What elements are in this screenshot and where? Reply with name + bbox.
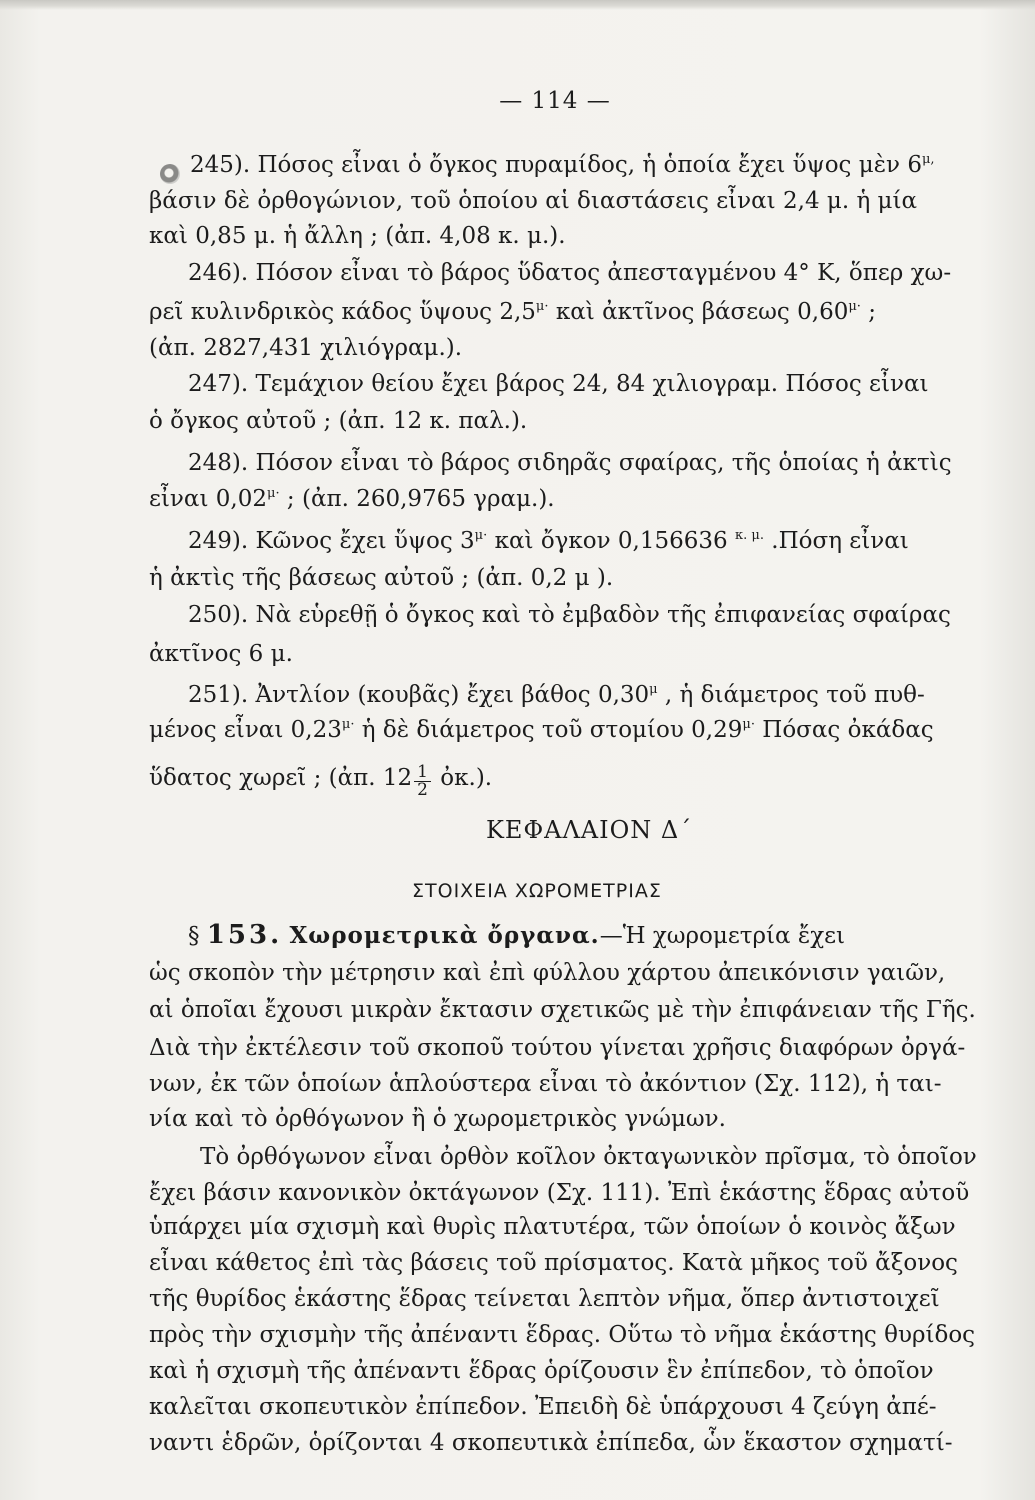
problem-247-line-2: ὁ ὄγκος αὐτοῦ ; (ἀπ. 12 κ. παλ.).: [149, 408, 528, 434]
section-line: ὡς σκοπὸν τὴν μέτρησιν καὶ ἐπὶ φύλλου χάρτου ἀπεικόνισιν γαιῶν,: [149, 960, 946, 986]
chapter-title: ΚΕΦΑΛΑΙΟΝ Δ΄: [486, 816, 693, 844]
problem-251-line-3: ὕδατος χωρεῖ ; (ἀπ. 12 $\frac{1}{2}$ ὀκ.).: [149, 762, 493, 800]
problem-250-line-2: ἀκτῖνος 6 μ.: [149, 641, 293, 667]
section-153-heading-line: § 153. Χωρομετρικὰ ὄργανα.—Ἡ χωρομετρία ἔχει: [188, 920, 846, 950]
problem-246-line-2: ρεῖ κυλινδρικὸς κάδος ὕψους $2,5^{\mu\cdot}$ καὶ ἀκτῖνος βάσεως $0,60^{\mu\cdot}$ ;: [149, 299, 876, 325]
section-line: ἔχει βάσιν κανονικὸν ὀκτάγωνον (Σχ. 111). Ἐπὶ ἑκάστης ἕδρας αὐτοῦ: [149, 1180, 970, 1206]
fraction-one-half: $\frac{1}{2}$: [414, 764, 431, 799]
problem-251-line-2: μένος εἶναι $0,23^{\mu\cdot}$ ἡ δὲ διάμετρος τοῦ στομίου $0,29^{\mu\cdot}$ Πόσας ὀκάδας: [149, 717, 934, 743]
section-symbol: §: [188, 923, 200, 949]
problem-248-line-1: 248). Πόσον εἶναι τὸ βάρος σιδηρᾶς σφαίρας, τῆς ὁποίας ἡ ἀκτὶς: [188, 450, 952, 476]
problem-246-line-3: (ἀπ. 2827,431 χιλιόγραμ.).: [149, 335, 463, 361]
chapter-subtitle: ΣΤΟΙΧΕΙΑ ΧΩΡΟΜΕΤΡΙΑΣ: [412, 880, 662, 902]
problem-250-line-1: 250). Νὰ εὑρεθῇ ὁ ὄγκος καὶ τὸ ἐμβαδὸν τῆς ἐπιφανείας σφαίρας: [188, 602, 951, 628]
section-line: αἱ ὁποῖαι ἔχουσι μικρὰν ἔκτασιν σχετικῶς μὲ τὴν ἐπιφάνειαν τῆς Γῆς.: [149, 997, 976, 1023]
problem-249-line-1: 249). Κῶνος ἔχει ὕψος $3^{\mu\cdot}$ καὶ ὄγκον 0,156636 $^{\kappa. \mu.}$ .Πόση εἶναι: [188, 528, 909, 554]
section-line: καὶ ἡ σχισμὴ τῆς ἀπέναντι ἕδρας ὁρίζουσιν ἓν ἐπίπεδον, τὸ ὁποῖον: [149, 1358, 934, 1384]
section-line: πρὸς τὴν σχισμὴν τῆς ἀπέναντι ἕδρας. Οὕτω τὸ νῆμα ἑκάστης θυρίδος: [149, 1322, 976, 1348]
section-line: νων, ἐκ τῶν ὁποίων ἁπλούστερα εἶναι τὸ ἀκόντιον (Σχ. 112), ἡ ται-: [149, 1071, 942, 1097]
problem-245-line-1: 245). Πόσος εἶναι ὁ ὄγκος πυραμίδος, ἡ ὁποία ἔχει ὕψος μὲν $6^{\mu,}$: [190, 152, 935, 178]
problem-245-line-2: βάσιν δὲ ὀρθογώνιον, τοῦ ὁποίου αἱ διαστάσεις εἶναι 2,4 μ. ἡ μία: [149, 188, 918, 214]
section-number: 153.: [206, 920, 283, 950]
binding-hole-icon: [160, 164, 180, 184]
section-line: ὑπάρχει μία σχισμὴ καὶ θυρὶς πλατυτέρα, τῶν ὁποίων ὁ κοινὸς ἄξων: [149, 1214, 956, 1240]
section-line: καλεῖται σκοπευτικὸν ἐπίπεδον. Ἐπειδὴ δὲ ὑπάρχουσι 4 ζεύγη ἀπέ-: [149, 1394, 937, 1420]
problem-245-line-3: καὶ 0,85 μ. ἡ ἄλλη ; (ἀπ. 4,08 κ. μ.).: [149, 223, 566, 249]
problem-246-line-1: 246). Πόσον εἶναι τὸ βάρος ὕδατος ἀπεσταγμένου 4° Κ, ὅπερ χω-: [188, 260, 952, 286]
section-heading: Χωρομετρικὰ ὄργανα.: [289, 922, 600, 949]
problem-251-line-1: 251). Ἀντλίον (κουβᾶς) ἔχει βάθος $0,30^\mu$ , ἡ διάμετρος τοῦ πυθ-: [188, 682, 925, 708]
section-line: νία καὶ τὸ ὀρθόγωνον ἢ ὁ χωρομετρικὸς γνώμων.: [149, 1106, 726, 1132]
page-number: — 114 —: [499, 88, 611, 114]
problem-247-line-1: 247). Τεμάχιον θείου ἔχει βάρος 24, 84 χιλιογραμ. Πόσος εἶναι: [188, 371, 929, 397]
section-line: εἶναι κάθετος ἐπὶ τὰς βάσεις τοῦ πρίσματος. Κατὰ μῆκος τοῦ ἄξονος: [149, 1250, 958, 1276]
problem-249-line-2: ἡ ἀκτὶς τῆς βάσεως αὐτοῦ ; (ἀπ. 0,2 μ ).: [149, 565, 614, 591]
section-line: Τὸ ὀρθόγωνον εἶναι ὀρθὸν κοῖλον ὀκταγωνικὸν πρῖσμα, τὸ ὁποῖον: [200, 1144, 977, 1170]
page-top-edge: [0, 0, 1035, 10]
section-line: ναντι ἑδρῶν, ὁρίζονται 4 σκοπευτικὰ ἐπίπεδα, ὧν ἕκαστον σχηματί-: [149, 1430, 953, 1456]
problem-248-line-2: εἶναι $0,02^{\mu\cdot}$ ; (ἀπ. 260,9765 γραμ.).: [149, 486, 555, 512]
section-line: τῆς θυρίδος ἑκάστης ἕδρας τείνεται λεπτὸν νῆμα, ὅπερ ἀντιστοιχεῖ: [149, 1286, 940, 1312]
section-line: Διὰ τὴν ἐκτέλεσιν τοῦ σκοποῦ τούτου γίνεται χρῆσις διαφόρων ὀργά-: [149, 1035, 966, 1061]
